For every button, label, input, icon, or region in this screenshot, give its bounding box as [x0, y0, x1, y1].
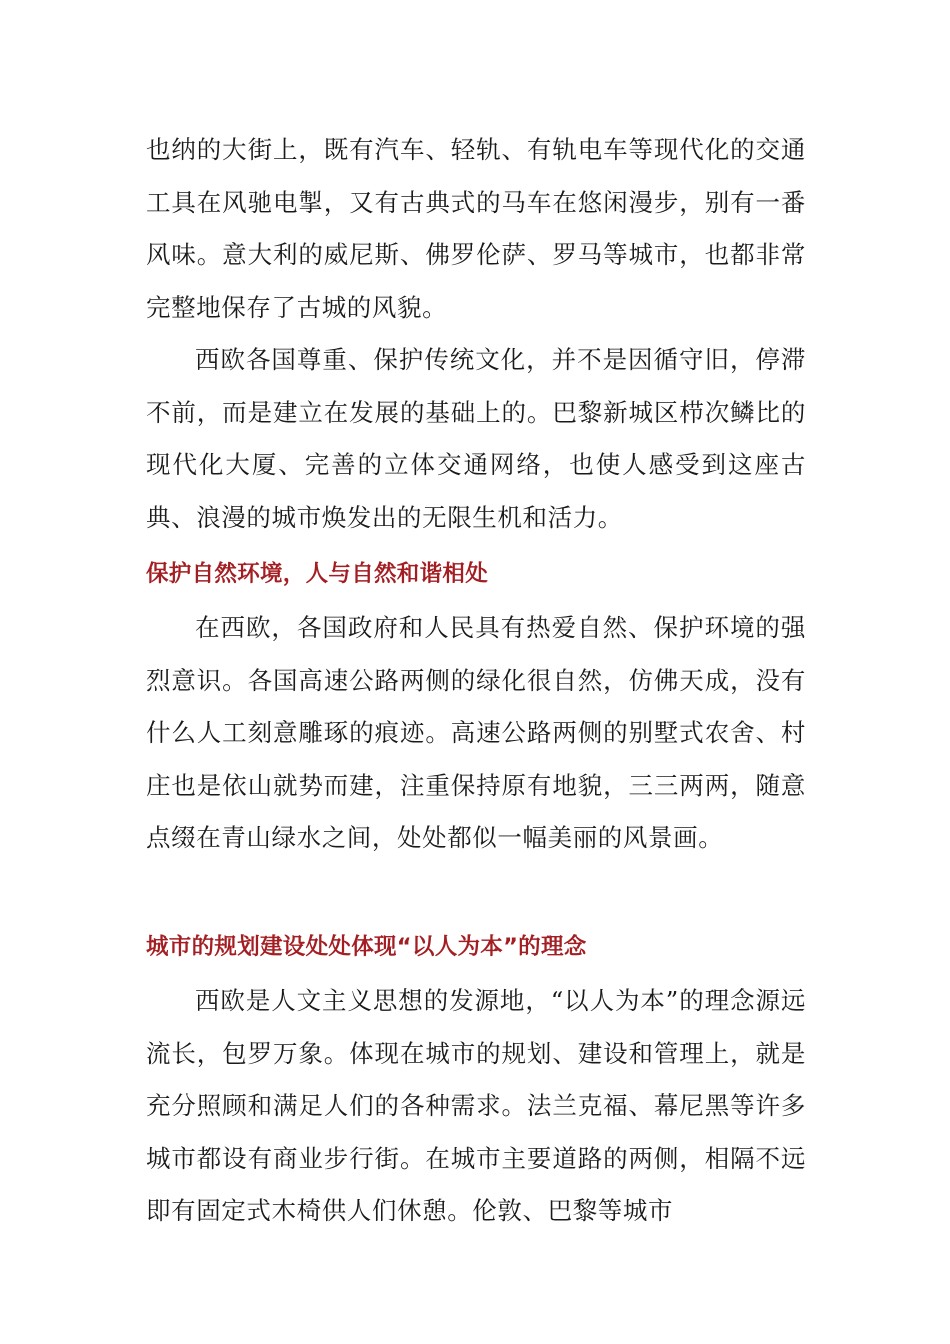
- section-heading-people: 城市的规划建设处处体现“以人为本”的理念: [146, 934, 587, 960]
- paragraph-people: 西欧是人文主义思想的发源地，“以人为本”的理念源远流长，包罗万象。体现在城市的规划、建设和管理上，就是充分照顾和满足人们的各种需求。法兰克福、幕尼黑等许多城市都设有商业步行街。在城市主要道路的两侧，相隔不远即有固定式木椅供人们休憩。伦敦、巴黎等城市: [146, 986, 806, 1225]
- paragraph-nature: 在西欧，各国政府和人民具有热爱自然、保护环境的强烈意识。各国高速公路两侧的绿化很自然，仿佛天成，没有什么人工刻意雕琢的痕迹。高速公路两侧的别墅式农舍、村庄也是依山就势而建，注重保持原有地貌，三三两两，随意点缀在青山绿水之间，处处都似一幅美丽的风景画。: [146, 613, 806, 852]
- paragraph-continuation: 也纳的大街上，既有汽车、轻轨、有轨电车等现代化的交通工具在风驰电掣，又有古典式的马车在悠闲漫步，别有一番风味。意大利的威尼斯、佛罗伦萨、罗马等城市，也都非常完整地保存了古城的风貌。: [146, 135, 806, 322]
- paragraph-culture: 西欧各国尊重、保护传统文化，并不是因循守旧，停滞不前，而是建立在发展的基础上的。巴黎新城区栉次鳞比的现代化大厦、完善的立体交通网络，也使人感受到这座古典、浪漫的城市焕发出的无限生机和活力。: [146, 345, 806, 532]
- section-heading-nature: 保护自然环境，人与自然和谐相处: [146, 561, 489, 587]
- document-body: [146, 124, 806, 1237]
